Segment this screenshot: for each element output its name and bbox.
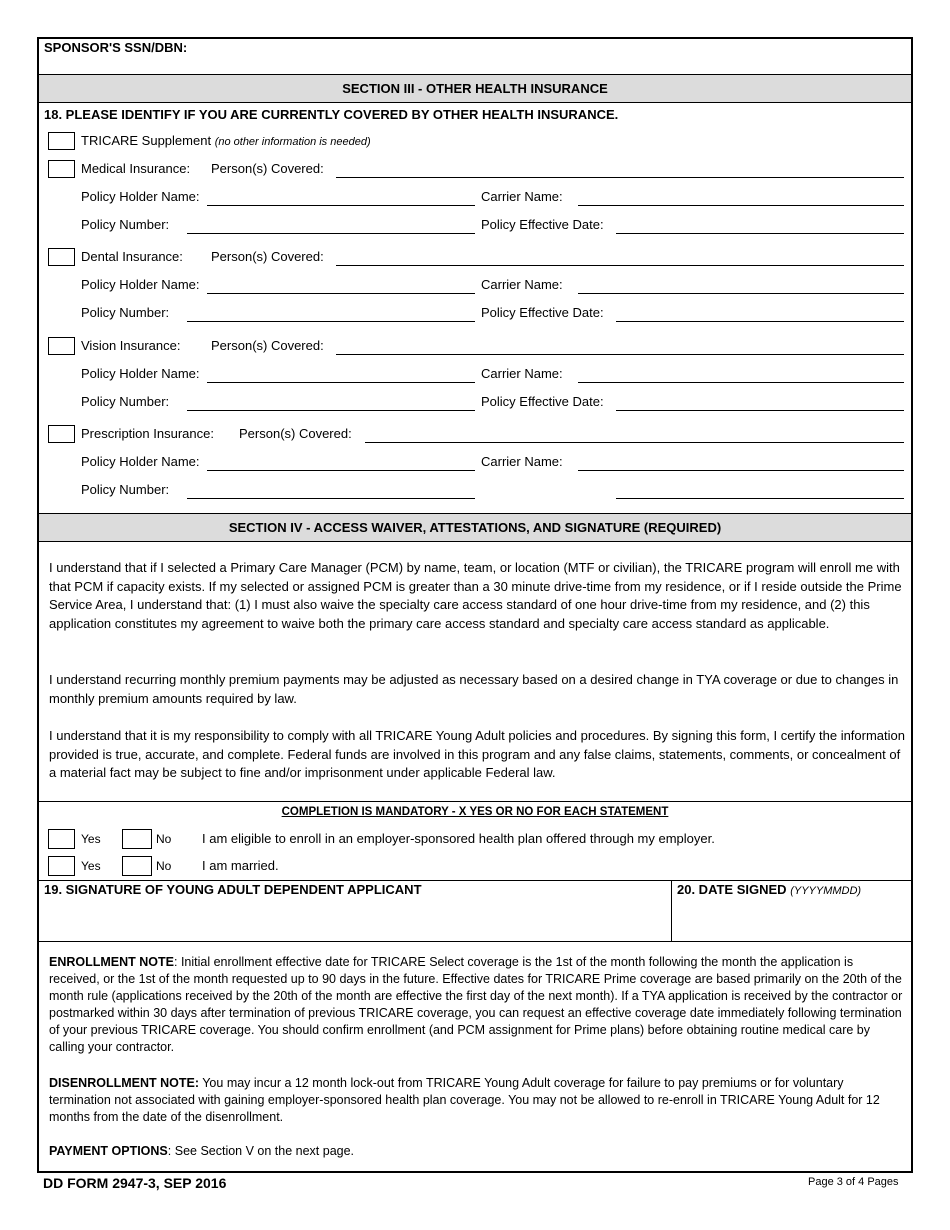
dental-policy-holder-field[interactable] [207, 293, 475, 294]
dental-policy-number-label: Policy Number: [81, 305, 170, 320]
vision-effective-date-field[interactable] [616, 410, 904, 411]
access-waiver-paragraph: I understand that if I selected a Primary Care Manager (PCM) by name, team, or location (MTF or civilian), the TRICARE program will enroll me with that PCM if capacity exists. If my selected or assigned PCM is greater than a 30 minute drive-time from my residence, or if I reside outside the Prime Service Area, I understand that: (1) I must also waive the specialty care access standard of one hour drive-time from my residence, and (2) this application constitutes my agreement to waive both the primary care access standard and specialty care access standard as applicable. [49, 560, 902, 631]
vision-carrier-label: Carrier Name: [481, 366, 563, 381]
prescription-insurance-checkbox[interactable] [48, 425, 75, 443]
statement1-no-checkbox[interactable] [122, 829, 152, 849]
statement1-no-label: No [156, 832, 172, 846]
vision-policy-number-label: Policy Number: [81, 394, 170, 409]
prescription-extra-field[interactable] [616, 498, 904, 499]
medical-policy-number-field[interactable] [187, 233, 475, 234]
medical-insurance-checkbox[interactable] [48, 160, 75, 178]
enrollment-note: ENROLLMENT NOTE: Initial enrollment effective date for TRICARE Select coverage is the 1st of the month following the month the application is received, or the 1st of the month requested up to 90 days in the future. Effective dates for TRICARE Prime coverage are based primarily on the 20th of the month rule (applications received by the 20th of the month are effective the first day of the next month). If a TYA application is received by the contractor or postmarked within 30 days after termination of previous TRICARE coverage, you can request an effective coverage date immediately following termination of your previous TRICARE coverage. You should confirm enrollment (and PCM assignment for Prime plans) before obtaining routine medical care by calling your contractor. [49, 955, 903, 1054]
vision-insurance-checkbox[interactable] [48, 337, 75, 355]
vision-policy-holder-label: Policy Holder Name: [81, 366, 200, 381]
divider [39, 941, 911, 942]
premium-paragraph: I understand recurring monthly premium payments may be adjusted as necessary based on a desired change in TYA coverage or due to changes in monthly premium amounts required by law. [49, 672, 899, 706]
date-signed-field[interactable] [675, 899, 911, 939]
section-3-header: SECTION III - OTHER HEALTH INSURANCE [39, 74, 911, 103]
medical-carrier-field[interactable] [578, 205, 904, 206]
medical-effective-date-field[interactable] [616, 233, 904, 234]
signature-field[interactable] [39, 899, 669, 939]
dental-policy-number-field[interactable] [187, 321, 475, 322]
statement2-yes-label: Yes [81, 859, 101, 873]
prescription-carrier-label: Carrier Name: [481, 454, 563, 469]
tricare-supplement-label: TRICARE Supplement (no other information is needed) [81, 133, 371, 148]
vision-persons-covered-field[interactable] [336, 354, 904, 355]
form-page [37, 37, 913, 1173]
prescription-policy-holder-field[interactable] [207, 470, 475, 471]
statement2-text: I am married. [202, 858, 279, 873]
medical-policy-number-label: Policy Number: [81, 217, 170, 232]
vision-carrier-field[interactable] [578, 382, 904, 383]
medical-insurance-label: Medical Insurance: [81, 161, 191, 176]
page-number: Page 3 of 4 Pages [808, 1176, 899, 1188]
divider [39, 880, 911, 881]
dental-policy-holder-label: Policy Holder Name: [81, 277, 200, 292]
divider [39, 801, 911, 802]
vision-persons-covered-label: Person(s) Covered: [211, 338, 324, 353]
medical-policy-holder-field[interactable] [207, 205, 475, 206]
payment-options-note: PAYMENT OPTIONS: See Section V on the next page. [49, 1144, 355, 1158]
prescription-insurance-label: Prescription Insurance: [81, 426, 214, 441]
statement2-yes-checkbox[interactable] [48, 856, 75, 876]
disenrollment-note: DISENROLLMENT NOTE: You may incur a 12 month lock-out from TRICARE Young Adult coverage for failure to pay premiums or for voluntary termination not associated with gaining employer-sponsored health plan coverage. You may not be allowed to re-enroll in TRICARE Young Adult for 12 months from the date of the disenrollment. [49, 1076, 880, 1124]
divider [671, 880, 672, 941]
mandatory-heading: COMPLETION IS MANDATORY - X YES OR NO FOR EACH STATEMENT [281, 806, 669, 818]
section-4-header: SECTION IV - ACCESS WAIVER, ATTESTATIONS, AND SIGNATURE (REQUIRED) [39, 513, 911, 542]
signature-label: 19. SIGNATURE OF YOUNG ADULT DEPENDENT APPLICANT [44, 882, 422, 897]
form-id: DD FORM 2947-3, SEP 2016 [43, 1175, 227, 1191]
dental-insurance-label: Dental Insurance: [81, 249, 183, 264]
question-18: 18. PLEASE IDENTIFY IF YOU ARE CURRENTLY COVERED BY OTHER HEALTH INSURANCE. [44, 107, 619, 122]
dental-persons-covered-field[interactable] [336, 265, 904, 266]
medical-policy-holder-label: Policy Holder Name: [81, 189, 200, 204]
tricare-supplement-note: (no other information is needed) [214, 136, 371, 148]
prescription-carrier-field[interactable] [578, 470, 904, 471]
tricare-supplement-checkbox[interactable] [48, 132, 75, 150]
statement1-yes-checkbox[interactable] [48, 829, 75, 849]
medical-effective-date-label: Policy Effective Date: [481, 217, 604, 232]
prescription-policy-number-label: Policy Number: [81, 482, 170, 497]
statement2-no-checkbox[interactable] [122, 856, 152, 876]
dental-effective-date-field[interactable] [616, 321, 904, 322]
prescription-policy-number-field[interactable] [187, 498, 475, 499]
statement1-text: I am eligible to enroll in an employer-sponsored health plan offered through my employer. [202, 831, 715, 846]
prescription-persons-covered-field[interactable] [365, 442, 904, 443]
vision-insurance-label: Vision Insurance: [81, 338, 181, 353]
statement1-yes-label: Yes [81, 832, 101, 846]
date-signed-label: 20. DATE SIGNED (YYYYMMDD) [677, 882, 862, 897]
date-format-hint: (YYYYMMDD) [790, 885, 862, 897]
prescription-policy-holder-label: Policy Holder Name: [81, 454, 200, 469]
dental-carrier-field[interactable] [578, 293, 904, 294]
vision-policy-number-field[interactable] [187, 410, 475, 411]
sponsor-ssn-label: SPONSOR'S SSN/DBN: [44, 40, 188, 55]
prescription-persons-covered-label: Person(s) Covered: [239, 426, 352, 441]
dental-insurance-checkbox[interactable] [48, 248, 75, 266]
medical-persons-covered-label: Person(s) Covered: [211, 161, 324, 176]
medical-carrier-label: Carrier Name: [481, 189, 563, 204]
vision-policy-holder-field[interactable] [207, 382, 475, 383]
dental-carrier-label: Carrier Name: [481, 277, 563, 292]
vision-effective-date-label: Policy Effective Date: [481, 394, 604, 409]
statement2-no-label: No [156, 859, 172, 873]
dental-persons-covered-label: Person(s) Covered: [211, 249, 324, 264]
dental-effective-date-label: Policy Effective Date: [481, 305, 604, 320]
medical-persons-covered-field[interactable] [336, 177, 904, 178]
attestation-paragraph: I understand that it is my responsibility to comply with all TRICARE Young Adult policies and procedures. By signing this form, I certify the information provided is true, accurate, and complete. Federal funds are involved in this program and any false claims, statements, comments, or concealment of a material fact may be subject to fine and/or imprisonment under applicable Federal law. [49, 728, 906, 780]
